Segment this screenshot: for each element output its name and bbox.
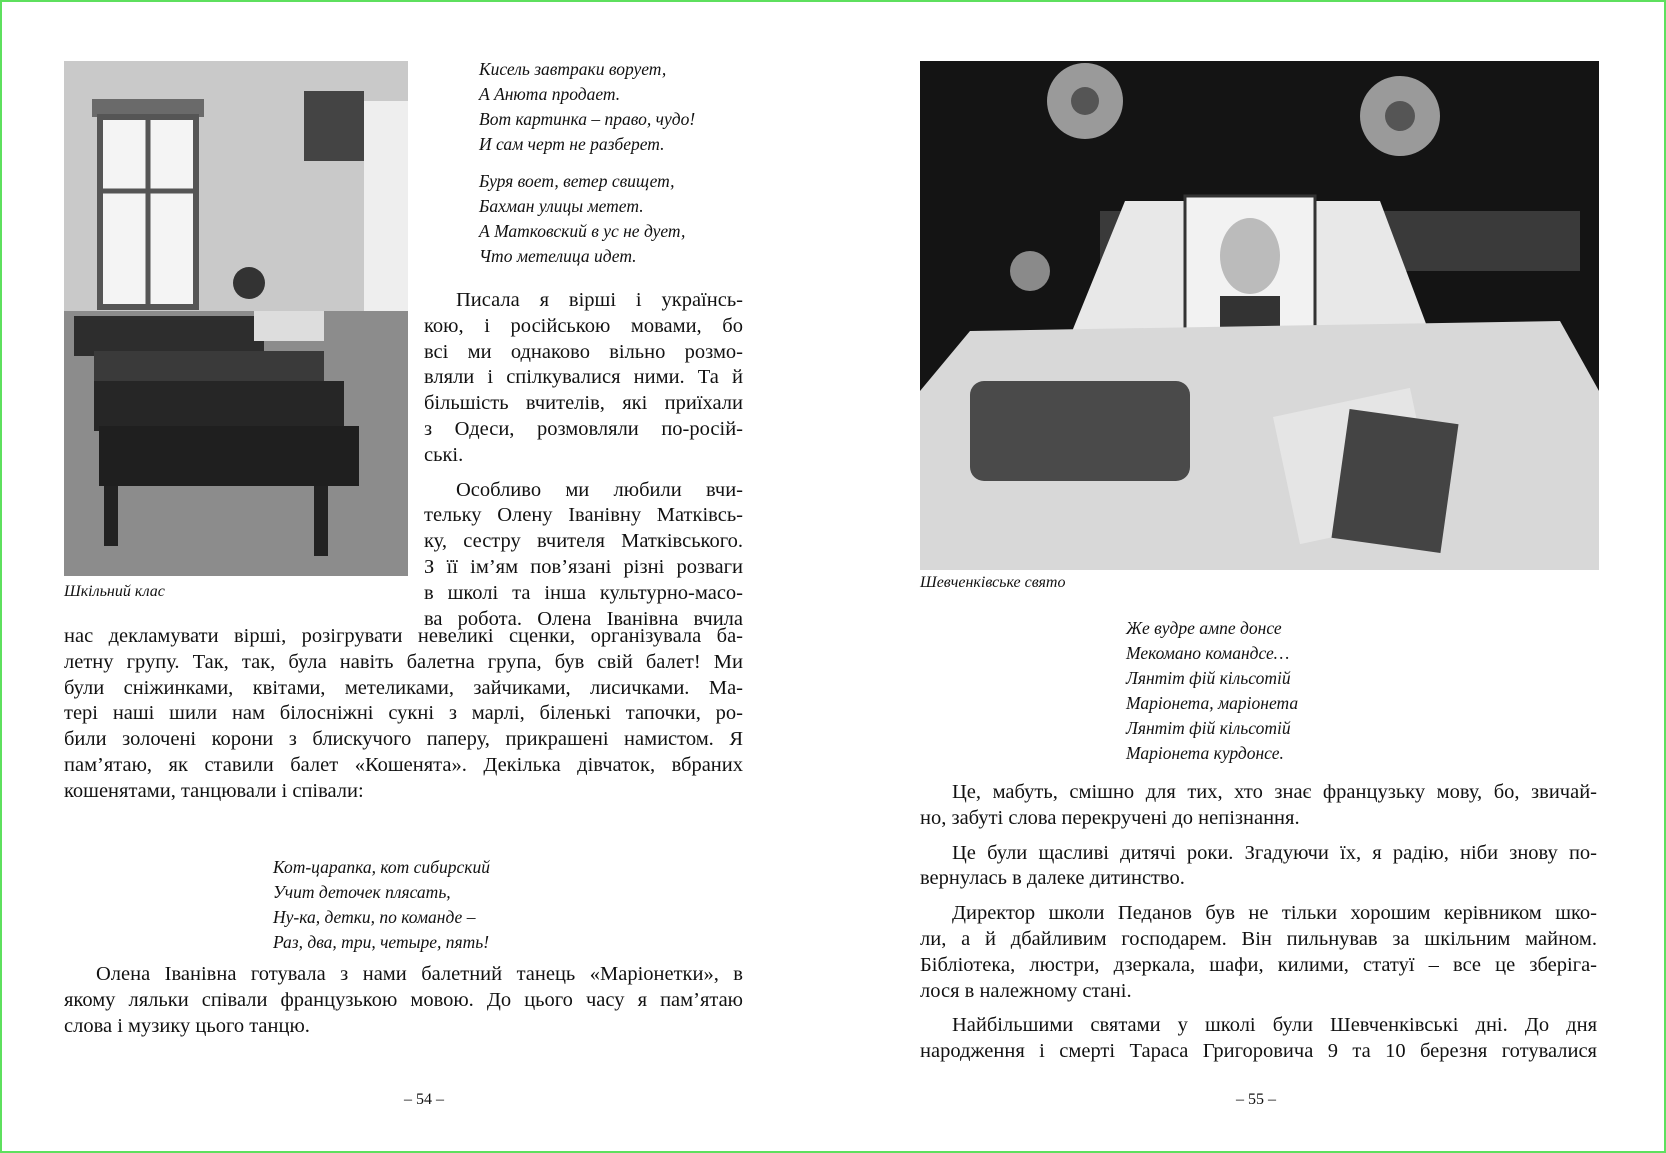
- poem-line: Маріонета, маріонета: [1126, 693, 1299, 713]
- column-text: [424, 288, 743, 641]
- body-text: [920, 780, 1597, 1074]
- paragraph: [920, 841, 1597, 893]
- photo-caption: Шевченківське свято: [920, 574, 1066, 591]
- poem-line: Вот картинка – право, чудо!: [479, 109, 696, 129]
- paragraph: [424, 478, 743, 633]
- text-line: ку, сестру вчителя Матківського.: [424, 530, 743, 553]
- poem-marionette: [1126, 616, 1298, 766]
- poem-line: Кисель завтраки ворует,: [479, 59, 667, 79]
- photo-shevchenko-celebration: [920, 61, 1599, 570]
- poem-line: И сам черт не разберет.: [479, 134, 665, 154]
- text-line: Це, мабуть, смішно для тих, хто знає французьку мову, бо, звичай-: [952, 781, 1597, 803]
- paragraph: [64, 962, 743, 1039]
- text-line: кою, і російською мовами, бо: [424, 314, 743, 337]
- text-line: но, забуті слова перекручені до непізнання.: [920, 806, 1300, 829]
- poem-line: Буря воет, ветер свищет,: [479, 171, 675, 191]
- text-line: З її ім’ям пов’язані різні розваги: [424, 555, 743, 578]
- poem-line: Кот-царапка, кот сибирский: [273, 857, 490, 877]
- photo-caption: Шкільний клас: [64, 583, 165, 600]
- text-line: вляли і спілкувалися ними. Та й: [424, 366, 743, 389]
- text-line: тері наші шили нам білосніжні сукні з марлі, біленькі тапочки, ро-: [64, 702, 743, 725]
- text-line: ва робота. Олена Іванівна вчила: [424, 607, 743, 630]
- text-line: з Одеси, розмовляли по-росій-: [424, 417, 743, 440]
- poem-kot: [273, 855, 490, 955]
- poem-line: Раз, два, три, четыре, пять!: [273, 932, 490, 952]
- poem-line: Лянтіт фій кільсотій: [1126, 668, 1291, 688]
- text-line: в школі та інша культурно-масо-: [424, 581, 743, 604]
- text-line: більшість вчителів, які приїхали: [424, 392, 743, 415]
- poem-line: Бахман улицы метет.: [479, 196, 644, 216]
- text-line: були сніжинками, квітами, метеликами, зайчиками, лисичками. Ма-: [64, 676, 743, 699]
- text-line: Особливо ми любили вчи-: [456, 478, 743, 501]
- text-line: били золочені корони з блискучого паперу, прикрашені намистом. Я: [64, 728, 743, 751]
- paragraph: [920, 780, 1597, 832]
- text-line: нас декламувати вірші, розігрувати невеликі сценки, організувала ба-: [64, 625, 743, 647]
- poem-line: Учит деточек плясать,: [273, 882, 451, 902]
- poem-line: Ну-ка, детки, по команде –: [273, 907, 476, 927]
- poem-line: Лянтіт фій кільсотій: [1126, 718, 1291, 738]
- text-line: народження і смерті Тараса Григоровича 9 та 10 березня готувалися: [920, 1040, 1597, 1063]
- page-number: – 54 –: [404, 1091, 444, 1108]
- poem-line: Маріонета курдонсе.: [1126, 743, 1284, 763]
- poem-line: А Анюта продает.: [479, 84, 621, 104]
- text-line: слова і музику цього танцю.: [64, 1014, 310, 1037]
- text-line: летну групу. Так, так, була навіть балетна група, був свій балет! Ми: [64, 650, 743, 673]
- text-line: ли, а й дбайливим господарем. Він пильнував за шкільним майном.: [920, 927, 1597, 950]
- paragraph: [424, 288, 743, 469]
- photo-school-classroom: [64, 61, 408, 576]
- text-line: Найбільшими святами у школі були Шевченківські дні. До дня: [952, 1014, 1597, 1037]
- poem-line: Мекомано командсе…: [1126, 643, 1290, 663]
- text-line: лося в належному стані.: [920, 979, 1132, 1002]
- paragraph: [920, 1013, 1597, 1065]
- text-line: всі ми однаково вільно розмо-: [424, 340, 743, 363]
- paragraph: [64, 624, 743, 805]
- text-line: якому ляльки співали французькою мовою. До цього часу я пам’ятаю: [64, 988, 743, 1011]
- text-line: вернулась в далеке дитинство.: [920, 867, 1185, 890]
- text-line: кошенятами, танцювали і співали:: [64, 779, 364, 802]
- text-line: Писала я вірші і українсь-: [456, 289, 743, 311]
- text-line: Директор школи Педанов був не тільки хорошим керівником шко-: [952, 902, 1597, 925]
- body-paragraph: [64, 624, 743, 814]
- text-line: Це були щасливі дитячі роки. Згадуючи їх, я радію, ніби знову по-: [952, 841, 1597, 864]
- text-line: Бібліотека, люстри, дзеркала, шафи, килими, статуї – все це зберіга-: [920, 953, 1597, 976]
- text-line: пам’ятаю, як ставили балет «Кошенята». Декілька дівчаток, вбраних: [64, 753, 743, 776]
- poem-line: Же вудре ампе донсе: [1126, 618, 1282, 638]
- text-line: тельку Олену Іванівну Матківсь-: [424, 504, 743, 527]
- text-line: Олена Іванівна готувала з нами балетний танець «Маріонетки», в: [96, 963, 743, 985]
- page-number: – 55 –: [1236, 1091, 1276, 1108]
- paragraph: [920, 901, 1597, 1004]
- poem-kisel: [479, 57, 695, 269]
- body-paragraph: [64, 962, 743, 1048]
- poem-line: Что метелица идет.: [479, 246, 637, 266]
- poem-line: А Матковский в ус не дует,: [479, 221, 686, 241]
- text-line: ські.: [424, 443, 464, 466]
